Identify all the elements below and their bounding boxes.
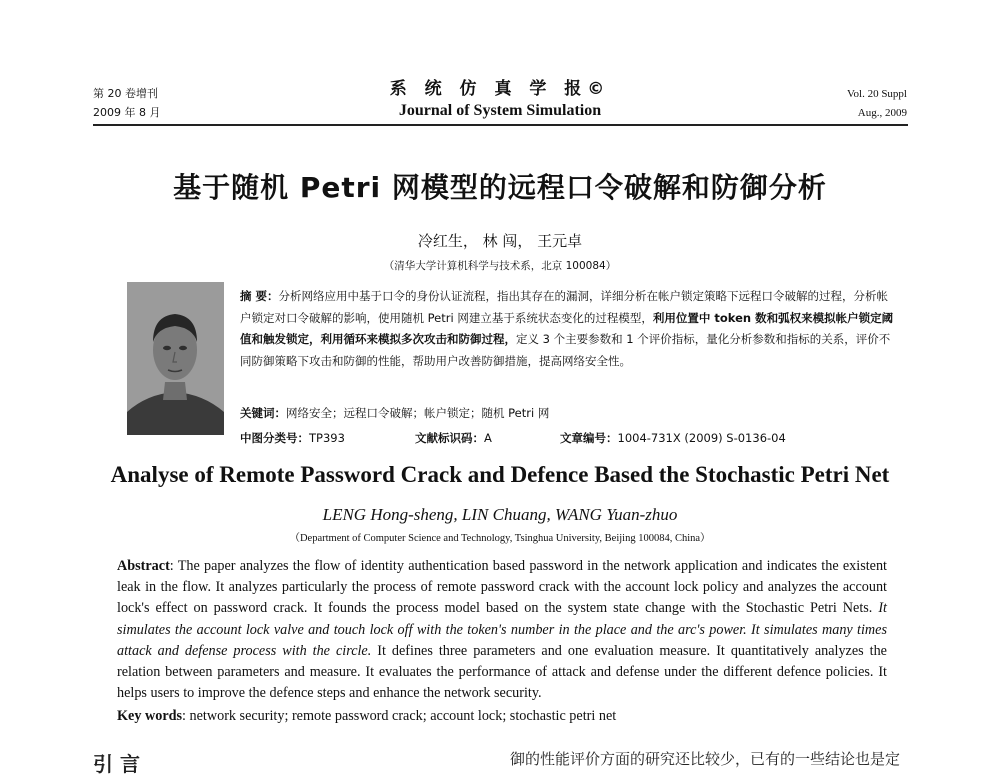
doc-code-value: A [484,431,492,445]
volume-label-en: Vol. 20 Suppl [846,88,907,100]
abstract-cn [240,286,895,372]
keywords-cn [240,405,549,421]
article-number [560,430,786,446]
abstract-cn-text-bold: 利用位置中 token 数和弧权来模拟帐户锁定阈值和触发锁定，利用循环来模拟多次攻击和防御过程， [240,310,894,347]
keywords-cn-text: 网络安全；远程口令破解；帐户锁定；随机 Petri 网 [286,406,550,420]
doc-code-label: 文献标识码： [415,431,484,445]
abstract-en-text-2: It defines three parameters and one evaluation measure. It quantitatively analyzes the relation between parameters and measure. It evaluates the performance of attack and defense under the different defence policies. It helps users to improve the defence steps and enhance the network security. [117,642,887,702]
journal-name-en: Journal of System Simulation [398,102,602,119]
keywords-cn-label: 关键词： [240,406,286,420]
date-label-cn: 2009 年 8 月 [93,106,161,119]
paper-title-en: Analyse of Remote Password Crack and Defence Based the Stochastic Petri Net [110,462,890,487]
header-rule [93,124,908,126]
article-number-value: 1004-731X (2009) S-0136-04 [617,431,786,445]
section-heading-intro: 引 言 [93,752,140,776]
keywords-en [117,708,616,725]
abstract-en-label: Abstract [117,558,170,574]
paper-title-cn: 基于随机 Petri 网模型的远程口令破解和防御分析 [173,171,827,204]
volume-label-cn: 第 20 卷增刊 [93,87,158,100]
clc-value: TP393 [309,431,345,445]
affiliation-cn: （清华大学计算机科学与技术系，北京 100084） [383,260,617,272]
abstract-cn-label: 摘 要： [240,289,279,303]
affiliation-en: （Department of Computer Science and Technology, Tsinghua University, Beijing 100084, China） [289,533,711,544]
journal-name-cn: 系 统 仿 真 学 报© [389,79,611,99]
article-number-label: 文章编号： [560,431,618,445]
keywords-en-text: : network security; remote password crack; account lock; stochastic petri net [182,708,617,724]
abstract-en-text-1: : The paper analyzes the flow of identity authentication based password in the network application and indicates the existent leak in the flow. It analyzes particularly the process of remote password crack with the account lock policy and analyzes the account lock's effect on password crack. It founds the process model based on the system state change with the Stochastic Petri Nets. [117,558,887,617]
abstract-en-text-italic: It simulates the account lock valve and touch lock off with the token's number in the place and the arc's power. It simulates many times attack and defense process with the circle. [117,600,887,659]
date-label-en: Aug., 2009 [857,107,907,119]
body-text-fragment: 御的性能评价方面的研究还比较少，已有的一些结论也是定 [510,750,901,768]
keywords-en-label: Key words [117,708,183,724]
abstract-en [117,556,887,704]
classification-line [240,430,345,446]
author-photo [127,282,224,435]
authors-cn: 冷红生， 林 闯， 王元卓 [417,232,583,250]
abstract-cn-text-2: 定义 3 个主要参数和 1 个评价指标，量化分析参数和指标的关系，评价不同防御策略下攻击和防御的性能，帮助用户改善防御措施，提高网络安全性。 [240,332,891,368]
abstract-cn-text-1: 分析网络应用中基于口令的身份认证流程，指出其存在的漏洞，详细分析在帐户锁定策略下远程口令破解的过程，分析帐户锁定对口令破解的影响，使用随机 Petri 网建立基于系统状态变化的过程模型， [240,289,889,325]
doc-code [415,430,492,446]
authors-en: LENG Hong-sheng, LIN Chuang, WANG Yuan-zhuo [322,505,678,524]
clc-label: 中图分类号： [240,431,309,445]
